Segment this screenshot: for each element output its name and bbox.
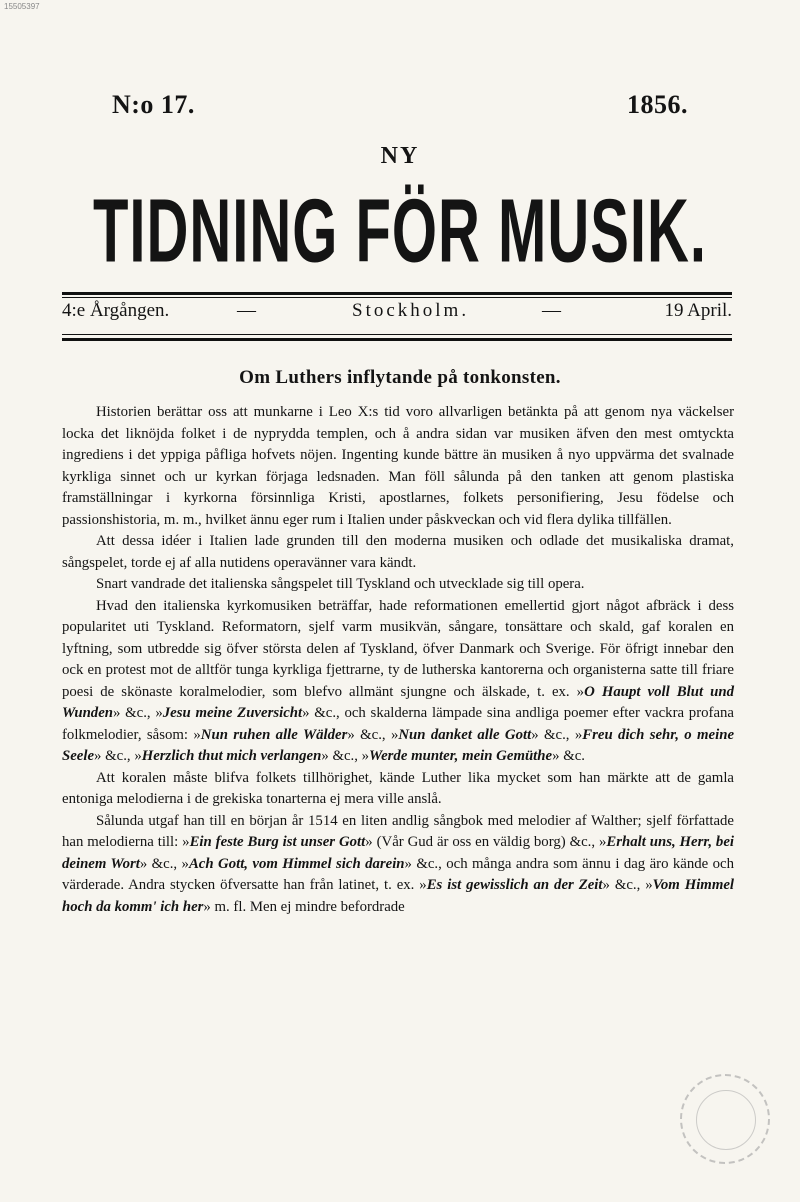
article-paragraph [62,811,734,919]
song-title: Erhalt uns, Herr, bei deinem Wort [62,834,734,872]
song-title: O Haupt voll Blut und Wunden [62,683,734,721]
divider [62,338,732,341]
masthead-top-line [112,90,688,126]
paragraph-text: » &c., » [531,726,583,743]
song-title: Werde munter, mein Gemüthe [369,748,553,764]
paragraph-text: Att dessa idéer i Italien lade grunden till den moderna musiken och odlade det musikaliska dramat, sångspelet, torde ej af alla nutidens operavänner vara kändt. [62,533,734,571]
paragraph-text: » &c., » [94,748,142,764]
paragraph-text: » &c., » [113,705,163,721]
paragraph-text: Historien berättar oss att munkarne i Leo X:s tid voro allvarligen betänkta på att genom nya väckelser locka det liknöjda folket i de nyprydda templen, och å andra sidan var musiken äfven den mest omtyckta ingrediens i det yppiga påfliga hofvets nöjen. Ingenting kunde bättre än musiken å nyo uppvärma det svalnade kyrkliga sinnet och ur kyrkan förjaga ledsnaden. Man föll sålunda på den tanken att genom plastiska framställningar i kyrkorna försinnliga Kristi, apostlarnes, folkets personifiering, Jesu födelse och passionshistoria, m. m., hvilket ännu eger rum i Italien under påskveckan och vid flera dylika tillfällen. [62,404,734,528]
issue-info-line [62,300,732,330]
song-title: Freu dich sehr, o meine Seele [62,726,735,764]
paragraph-text: Snart vandrade det italienska sångspelet till Tyskland och utvecklade sig till opera. [96,576,585,592]
paragraph-text: » &c. [552,748,585,764]
song-title: Ein feste Burg ist unser Gott [189,834,366,850]
publication-year: 1856. [627,90,688,119]
article-paragraph [62,596,734,768]
paragraph-text: » &c., » [321,748,370,764]
city-label: Stockholm. [352,300,470,321]
separator-dash: — [542,300,561,321]
paragraph-text: » &c., och skalderna lämpade sina andliga poemer efter vackra profana folkmelodier, såsom: » [62,705,734,743]
divider [62,292,732,295]
issue-number: N:o 17. [112,90,195,119]
divider [62,334,732,335]
song-title: Es ist gewisslich an der Zeit [426,877,603,893]
article-paragraph [62,768,734,811]
article-title: Om Luthers inflytande på tonkonsten. [239,367,561,388]
archive-id: 15505397 [4,2,40,11]
masthead-ny: NY [380,143,420,169]
song-title: Nun ruhen alle Wälder [200,726,348,743]
library-stamp [680,1074,770,1164]
paragraph-text: Hvad den italienska kyrkomusiken beträffar, hade reformationen emellertid gjort något afbräck i dess popularitet uti Tyskland. Reformatorn, sjelf varm musikvän, sångare, tonsättare och skald, gaf koralen en lyftning, som utbredde sig öfver största delen af Tyskland, öfver Danmark och Sverige. För öfrigt innebar den ock en protest mot de alltför tunga kyrkliga fjettrarne, ty de lutherska kantorerna och organisterna satte till friare poesi de skönaste koralmelodier, som blefvo allmänt sjungne och älskade, t. ex. » [62,597,734,700]
paragraph-text: » (Vår Gud är oss en väldig borg) &c., » [365,834,607,850]
paragraph-text: » &c., » [602,877,653,893]
paragraph-text: Att koralen måste blifva folkets tillhörighet, kände Luther lika mycket som han märkte att de gamla entoniga melodierna i de grekiska tonarterna ej mera ville anslå. [62,769,734,807]
song-title: Herzlich thut mich verlangen [141,748,322,764]
library-stamp-inner [696,1090,756,1150]
separator-dash: — [237,300,256,321]
article-paragraph [62,402,734,531]
song-title: Jesu meine Zuversicht [162,705,303,721]
article-paragraph [62,574,734,596]
song-title: Ach Gott, vom Himmel sich darein [188,855,405,872]
volume-label: 4:e Årgången. [62,300,170,321]
paragraph-text: Sålunda utgaf han till en början år 1514 en liten andlig sångbok med melodier af Walther; sjelf författade han melodierna till: » [62,812,734,850]
paragraph-text: » &c., » [347,726,399,743]
paragraph-text: » m. fl. Men ej mindre befordrade [203,898,405,915]
paragraph-text: » &c., och många andra som ännu i dag äro kände och värderade. Andra stycken öfversatte han från latinet, t. ex. » [62,855,734,893]
paragraph-text: » &c., » [139,855,189,872]
divider [62,297,732,298]
issue-date: 19 April. [664,300,732,321]
article-body [62,402,734,918]
song-title: Nun danket alle Gott [398,726,532,743]
song-title: Vom Himmel hoch da komm' ich her [62,877,735,915]
article-paragraph [62,531,734,574]
newspaper-title: TIDNING FÖR MUSIK. [92,181,708,282]
